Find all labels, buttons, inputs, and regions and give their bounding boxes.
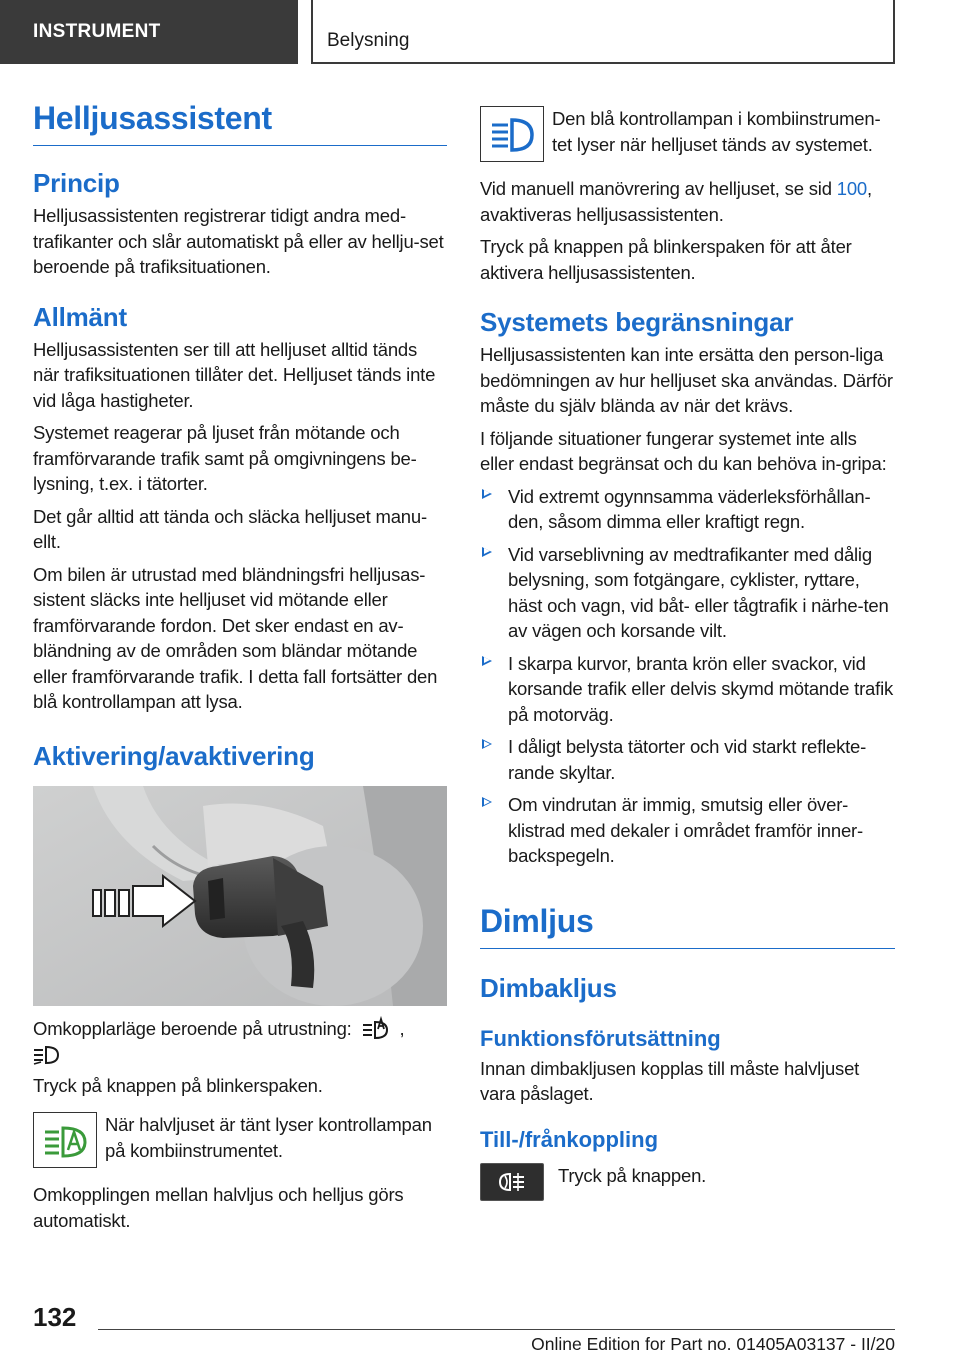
list-item <box>480 484 895 535</box>
manual-text <box>480 176 895 227</box>
heading-rear-fog: Dimbakljus <box>480 972 617 1003</box>
list-item-text: Vid varseblivning av medtrafikanter med dålig belysning, som fotgängare, cyklister, ryttare, häst och vagn, vid båt- eller tågtrafik i närhe-ten av vägen och korsande vilt. <box>508 543 889 641</box>
list-item-text: Vid extremt ogynnsamma väderleksförhållan-den, såsom dimma eller kraftigt regn. <box>508 485 871 532</box>
list-item-text: I skarpa kurvor, branta krön eller svackor, vid korsande trafik eller delvis skymd mötande trafik på motorväg. <box>508 652 894 725</box>
edition-text: Online Edition for Part no. 01405A03137 - II/20 <box>531 1334 895 1354</box>
bullet-triangle-icon <box>482 797 492 807</box>
highbeam-blue-icon <box>488 114 536 154</box>
list-item <box>480 734 895 785</box>
list-item-text: Om vindrutan är immig, smutsig eller över-klistrad med dekaler i området framför inner-backspegeln. <box>508 794 863 866</box>
highbeam-indicator <box>480 106 544 162</box>
fog-button-row <box>480 1163 895 1201</box>
blue-lamp-text: Den blå kontrollampan i kombiinstrumen-tet lyser när helljuset tänds av systemet. <box>552 108 881 155</box>
switch-text: Omkopplarläge beroende på utrustning: <box>33 1017 352 1039</box>
limits-text-2: I följande situationer fungerar systemet inte alls eller endast begränsat och du kan behöva in-gripa: <box>480 427 887 474</box>
list-item <box>480 792 895 869</box>
reactivate-text: Tryck på knappen på blinkerspaken för att åter aktivera helljusassistenten. <box>480 236 852 283</box>
page-footer <box>0 1290 960 1362</box>
lowbeam-indicator <box>33 1112 97 1168</box>
lowbeam-note-row <box>33 1112 447 1168</box>
section-title-fog: Dimljus <box>480 903 895 949</box>
page-link-100[interactable]: 100 <box>836 178 868 199</box>
highbeam-assistant-symbol-icon <box>33 1045 61 1065</box>
general-text-3: Det går alltid att tända och släcka helljuset manu-ellt. <box>33 505 427 552</box>
heading-general: Allmänt <box>33 301 127 332</box>
switch-separator: , <box>399 1017 405 1039</box>
heading-principle: Princip <box>33 168 120 198</box>
stalk-photo <box>33 786 447 1006</box>
heading-activation: Aktivering/avaktivering <box>33 740 315 771</box>
page-title: Helljusassistent <box>33 100 447 146</box>
principle-text: Helljusassistenten registrerar tidigt andra med-trafikanter och slår automatiskt på eller av hellju-set beroende på trafiksituationen. <box>33 205 444 277</box>
press-text: Tryck på knappen på blinkerspaken. <box>33 1074 323 1096</box>
heading-toggle: Till-/frånkoppling <box>480 1126 659 1152</box>
footer-divider <box>98 1329 895 1330</box>
general-text-1: Helljusassistenten ser till att helljuset alltid tänds när trafiksituationen tillåter det. Helljuset tänds inte vid låga hastigheter. <box>33 338 436 411</box>
page-header <box>0 0 960 66</box>
rear-fog-button[interactable] <box>480 1163 544 1201</box>
toggle-text: Tryck på knappen. <box>558 1164 707 1186</box>
limits-list <box>480 484 895 869</box>
manual-text-comma: , <box>867 178 872 199</box>
auto-switch-text: Omkopplingen mellan halvljus och helljus görs automatiskt. <box>33 1184 404 1231</box>
manual-text-2: avaktiveras helljusassistenten. <box>480 203 724 225</box>
bullet-triangle-icon <box>482 547 492 557</box>
heading-requirement: Funktionsförutsättning <box>480 1025 721 1051</box>
lowbeam-auto-green-icon <box>41 1120 89 1160</box>
bullet-triangle-icon <box>482 739 492 749</box>
general-text-2: Systemet reagerar på ljuset från mötande och framförvarande trafik samt på omgivningens be-lysning, t.ex. i tätorter. <box>33 422 417 494</box>
blue-lamp-row <box>480 106 895 162</box>
right-column <box>480 106 895 1201</box>
auto-highbeam-symbol-icon <box>361 1016 391 1040</box>
lowbeam-note-text: När halvljuset är tänt lyser kontrollampan på kombiinstrumentet. <box>105 1114 432 1161</box>
list-item <box>480 651 895 728</box>
requirement-text: Innan dimbakljusen kopplas till måste halvljuset vara påslaget. <box>480 1057 860 1104</box>
limits-text-1: Helljusassistenten kan inte ersätta den person-liga bedömningen av hur helljuset ska användas. Därför måste du själv blända av när det krävs. <box>480 344 893 416</box>
bullet-triangle-icon <box>482 656 492 666</box>
bullet-triangle-icon <box>482 489 492 499</box>
general-text-4: Om bilen är utrustad med bländningsfri helljusas-sistent släcks inte helljuset vid mötande eller framförvarande fordon. Det sker endast en av-bländning av de områden som bländar mötande eller framförvarande trafik. I detta fall fortsätter den blå kontrollampan att lysa. <box>33 563 438 712</box>
chapter-title: Belysning <box>327 30 410 51</box>
rear-fog-light-icon <box>497 1171 527 1193</box>
list-item-text: I dåligt belysta tätorter och vid starkt reflekte-rande skyltar. <box>508 736 867 783</box>
list-item <box>480 542 895 644</box>
left-column <box>33 100 447 1233</box>
section-tab: INSTRUMENT <box>0 0 298 64</box>
manual-text-pre: Vid manuell manövrering av helljuset, se sid <box>480 178 832 199</box>
heading-limits: Systemets begränsningar <box>480 307 794 337</box>
page-number: 132 <box>33 1302 77 1332</box>
chapter-tab <box>311 0 895 64</box>
switch-position-text <box>33 1016 447 1067</box>
